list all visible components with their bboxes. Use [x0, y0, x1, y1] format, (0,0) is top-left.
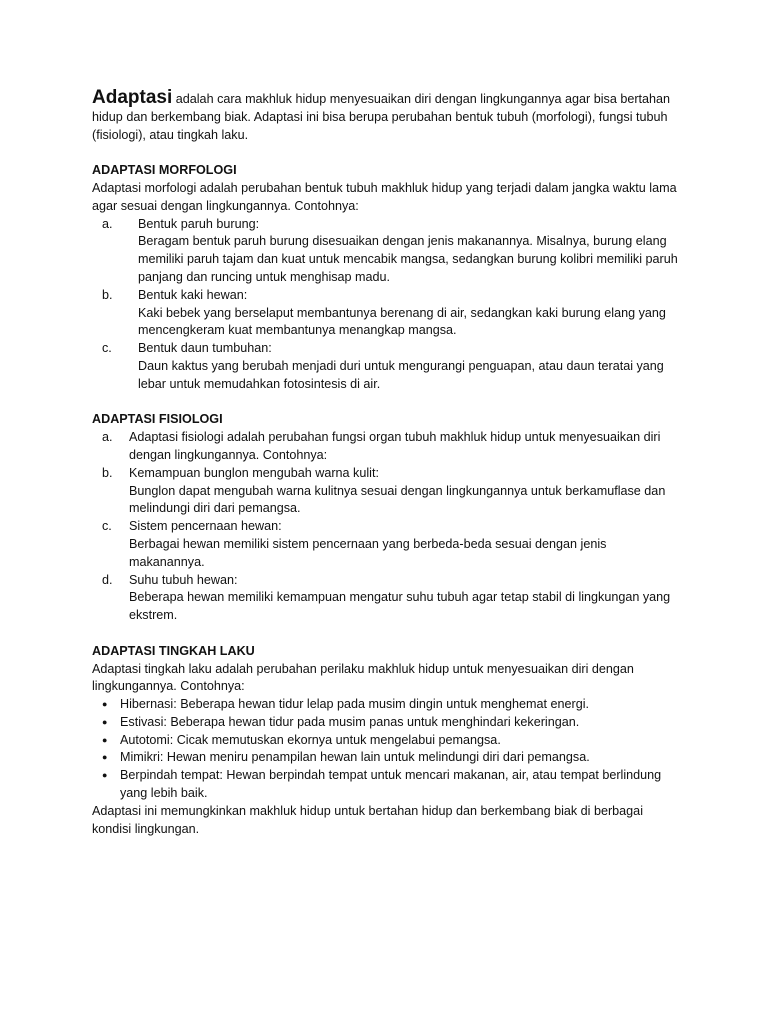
bullet-text: Mimikri: Hewan meniru penampilan hewan lain untuk melindungi diri dari pemangsa. [120, 750, 590, 765]
item-title: Bentuk kaki hewan: [138, 287, 248, 302]
item-body: Kaki bebek yang berselaput membantunya berenang di air, sedangkan kaki burung elang yang mencengkeram kuat membantunya menangkap mangsa. [138, 305, 666, 338]
tingkah-laku-description: Adaptasi tingkah laku adalah perubahan perilaku makhluk hidup untuk menyesuaikan diri dengan lingkungannya. Contohnya: [92, 661, 634, 694]
list-marker: c. [102, 341, 112, 356]
intro-paragraph [92, 88, 684, 144]
bullet-icon: ● [102, 770, 108, 781]
bullet-text: Estivasi: Beberapa hewan tidur pada musim panas untuk menghindari kekeringan. [120, 714, 580, 729]
bullet-item [92, 732, 684, 750]
heading-tingkah-laku: ADAPTASI TINGKAH LAKU [92, 643, 255, 658]
morfologi-description: Adaptasi morfologi adalah perubahan bentuk tubuh makhluk hidup yang terjadi dalam jangka waktu lama agar sesuai dengan lingkungannya. Contohnya: [92, 180, 677, 213]
item-body: Berbagai hewan memiliki sistem pencernaan yang berbeda-beda sesuai dengan jenis makanannya. [129, 536, 607, 569]
bullet-icon: ● [102, 752, 108, 763]
intro-text: adalah cara makhluk hidup menyesuaikan diri dengan lingkungannya agar bisa bertahan hidup dan berkembang biak. Adaptasi ini bisa berupa perubahan bentuk tubuh (morfologi), fungsi tubuh (fisiologi), atau tingkah laku. [92, 92, 671, 142]
morfologi-item [92, 340, 684, 393]
intro-term: Adaptasi [92, 87, 173, 108]
section-fisiologi [92, 411, 684, 625]
bullet-text: Berpindah tempat: Hewan berpindah tempat untuk mencari makanan, air, atau tempat berlindung yang lebih baik. [120, 768, 662, 801]
section-morfologi [92, 162, 684, 393]
item-body: Beragam bentuk paruh burung disesuaikan dengan jenis makanannya. Misalnya, burung elang memiliki paruh tajam dan kuat untuk mencabik mangsa, sedangkan burung kolibri memiliki paruh panjang dan runcing untuk menghisap madu. [138, 234, 678, 284]
list-marker: c. [102, 519, 112, 534]
item-body: Bunglon dapat mengubah warna kulitnya sesuai dengan lingkungannya untuk berkamuflase dan melindungi diri dari pemangsa. [129, 483, 666, 516]
bullet-text: Hibernasi: Beberapa hewan tidur lelap pada musim dingin untuk menghemat energi. [120, 697, 590, 712]
bullet-item [92, 696, 684, 714]
item-title: Suhu tubuh hewan: [129, 572, 238, 587]
document-body [92, 88, 684, 838]
bullet-text: Autotomi: Cicak memutuskan ekornya untuk mengelabui pemangsa. [120, 732, 501, 747]
closing-paragraph: Adaptasi ini memungkinkan makhluk hidup untuk bertahan hidup dan berkembang biak di berbagai kondisi lingkungan. [92, 803, 643, 836]
item-title: Adaptasi fisiologi adalah perubahan fungsi organ tubuh makhluk hidup untuk menyesuaikan diri dengan lingkungannya. Contohnya: [129, 430, 661, 462]
morfologi-item [92, 216, 684, 287]
bullet-icon: ● [102, 699, 108, 710]
fisiologi-item [92, 572, 684, 625]
list-marker: a. [102, 430, 113, 445]
list-marker: b. [102, 465, 113, 480]
item-title: Sistem pencernaan hewan: [129, 519, 282, 534]
bullet-item [92, 714, 684, 732]
item-title: Kemampuan bunglon mengubah warna kulit: [129, 465, 379, 480]
fisiologi-item [92, 518, 684, 571]
heading-fisiologi: ADAPTASI FISIOLOGI [92, 412, 223, 427]
section-tingkah-laku [92, 643, 684, 839]
fisiologi-item [92, 429, 684, 465]
bullet-item [92, 749, 684, 767]
bullet-icon: ● [102, 734, 108, 745]
fisiologi-item [92, 465, 684, 518]
list-marker: d. [102, 572, 113, 587]
item-body: Beberapa hewan memiliki kemampuan mengatur suhu tubuh agar tetap stabil di lingkungan yang ekstrem. [129, 590, 671, 623]
bullet-icon: ● [102, 716, 108, 727]
item-title: Bentuk daun tumbuhan: [138, 341, 272, 356]
item-title: Bentuk paruh burung: [138, 216, 260, 231]
heading-morfologi: ADAPTASI MORFOLOGI [92, 163, 237, 178]
list-marker: b. [102, 287, 113, 302]
bullet-item [92, 767, 684, 803]
morfologi-item [92, 287, 684, 340]
item-body: Daun kaktus yang berubah menjadi duri untuk mengurangi penguapan, atau daun teratai yang lebar untuk memudahkan fotosintesis di air. [138, 358, 664, 391]
list-marker: a. [102, 216, 113, 231]
